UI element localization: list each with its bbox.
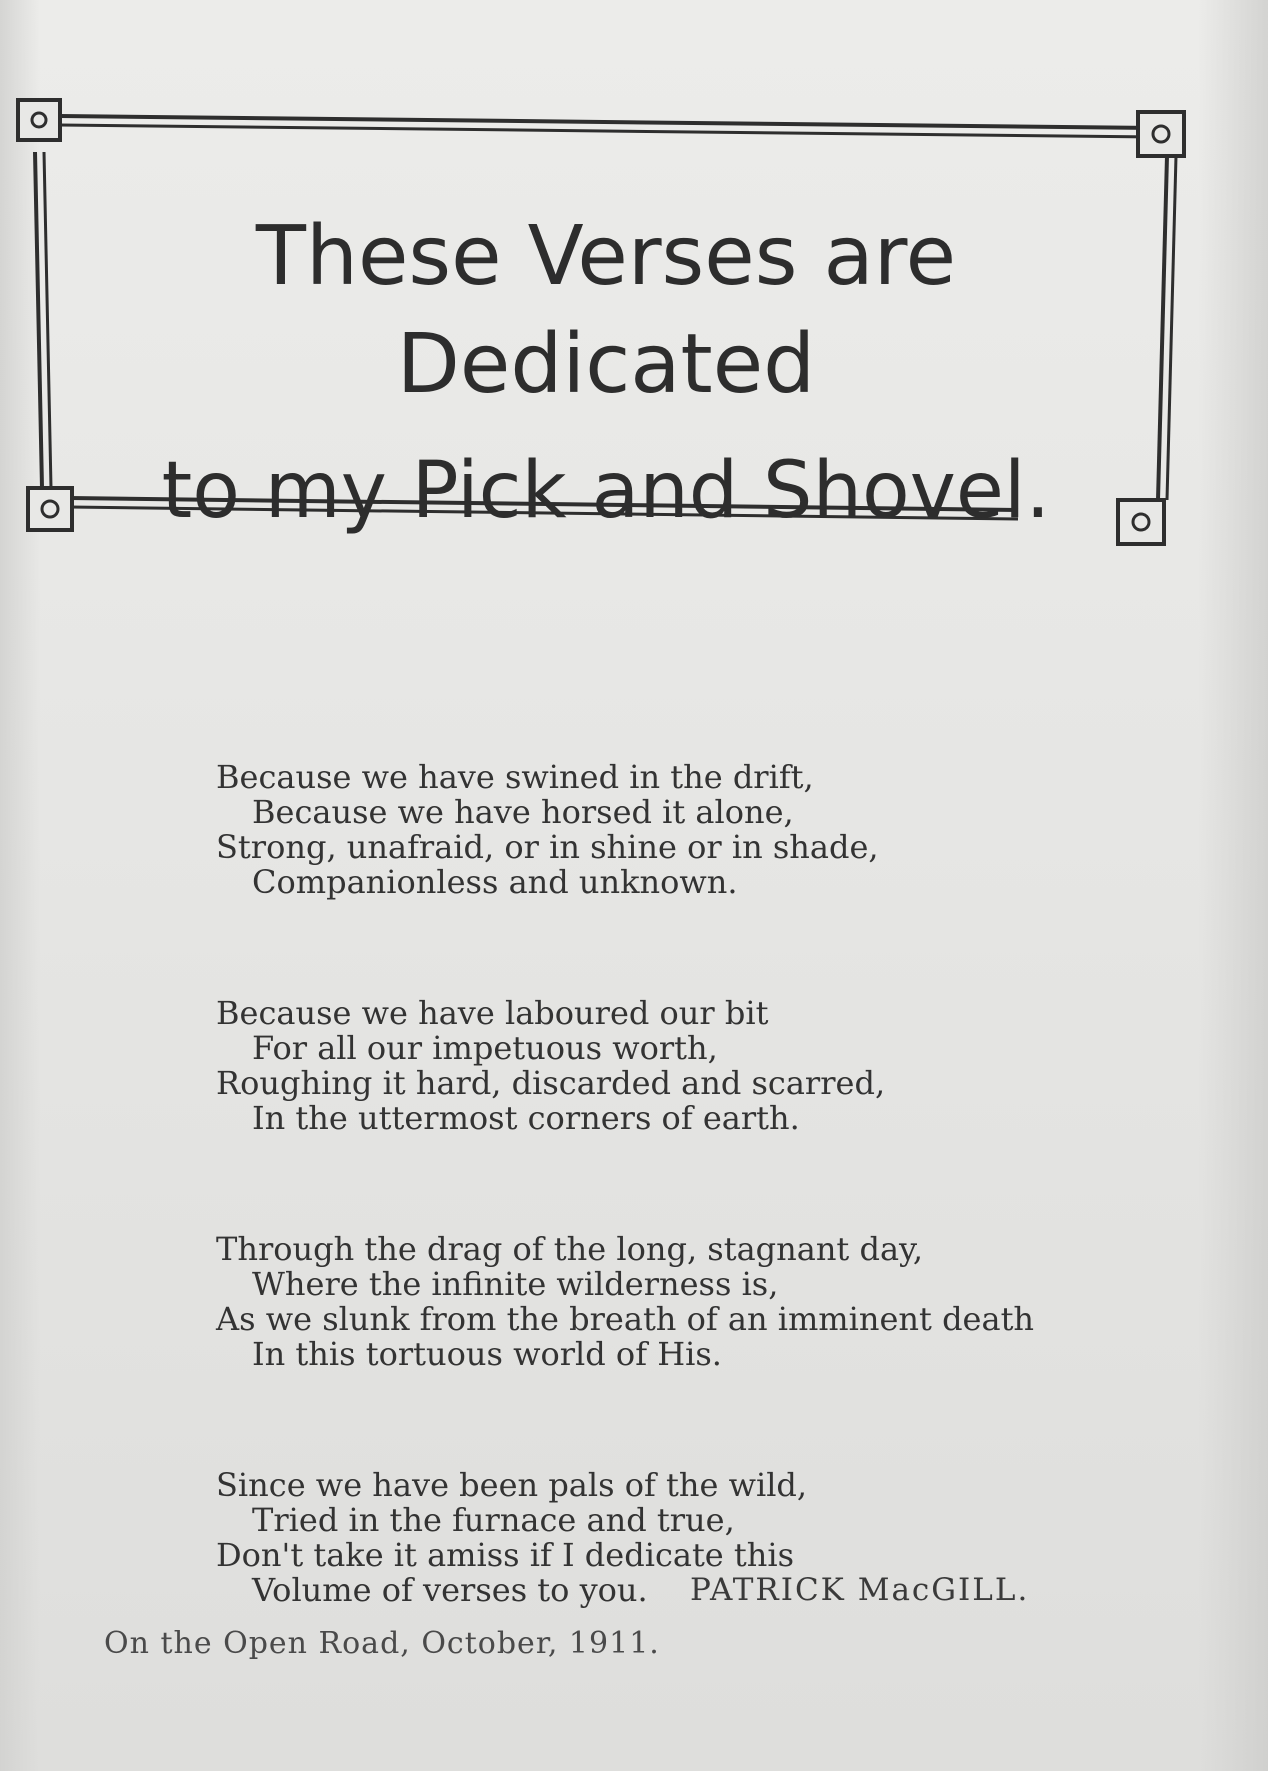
author-signature: PATRICK MacGILL. xyxy=(690,1572,1030,1608)
poem-line: Through the drag of the long, stagnant day, xyxy=(216,1230,924,1268)
poem-line: Since we have been pals of the wild, xyxy=(216,1466,808,1504)
poem-line: Roughing it hard, discarded and scarred, xyxy=(216,1064,886,1102)
dedication-title-line2: to my Pick and Shovel. xyxy=(161,446,1051,536)
poem-line: Volume of verses to you. xyxy=(252,1571,648,1609)
corner-ornament-top-left xyxy=(18,100,60,140)
poem-line: Companionless and unknown. xyxy=(252,863,738,901)
stanza-1 xyxy=(216,760,1156,900)
poem-line: Don't take it amiss if I dedicate this xyxy=(216,1536,795,1574)
corner-ornament-top-right xyxy=(1138,112,1184,156)
corner-ornament-bottom-right xyxy=(1118,500,1164,544)
poem xyxy=(216,760,1156,1704)
stanza-2 xyxy=(216,996,1156,1136)
stanza-3 xyxy=(216,1232,1156,1372)
poem-line: Tried in the furnace and true, xyxy=(252,1501,735,1539)
dateline: On the Open Road, October, 1911. xyxy=(104,1626,660,1661)
poem-line: In the uttermost corners of earth. xyxy=(252,1099,800,1137)
dedication-title-line1: These Verses are Dedicated xyxy=(255,209,957,412)
poem-line: As we slunk from the breath of an imminent death xyxy=(216,1300,1035,1338)
poem-line: Because we have laboured our bit xyxy=(216,994,769,1032)
dedication-title xyxy=(88,203,1124,545)
poem-line: Where the infinite wilderness is, xyxy=(252,1265,779,1303)
poem-line: For all our impetuous worth, xyxy=(252,1029,718,1067)
dedication-frame xyxy=(18,108,1194,538)
page-edge-shadow xyxy=(1198,0,1268,1771)
poem-line: Because we have horsed it alone, xyxy=(252,793,794,831)
poem-line: Strong, unafraid, or in shine or in shade, xyxy=(216,828,879,866)
poem-line: Because we have swined in the drift, xyxy=(216,758,814,796)
poem-line: In this tortuous world of His. xyxy=(252,1335,722,1373)
corner-ornament-bottom-left xyxy=(28,488,72,530)
